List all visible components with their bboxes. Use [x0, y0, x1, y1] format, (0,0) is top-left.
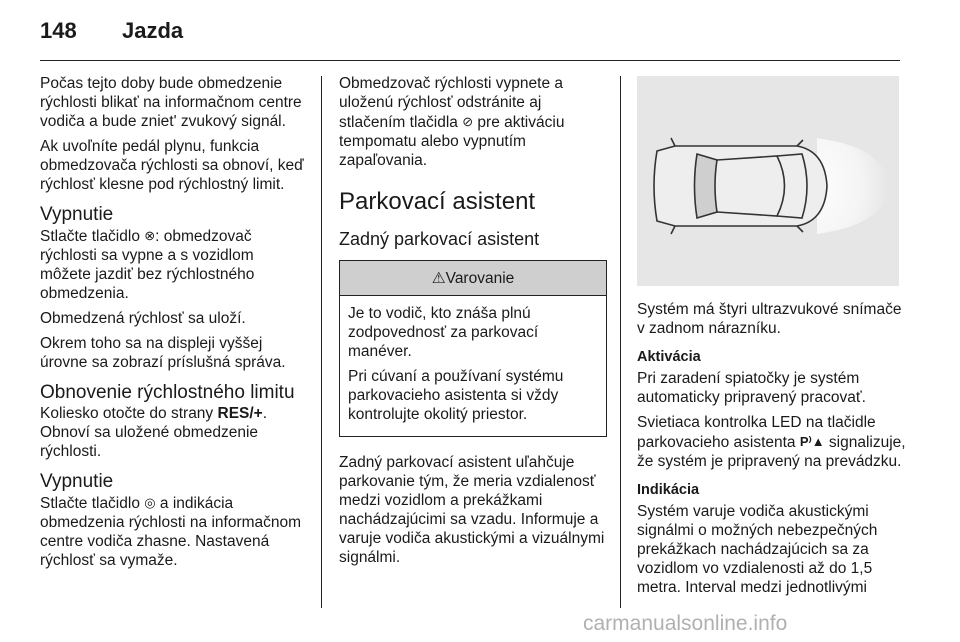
- warning-title: Varovanie: [445, 269, 515, 287]
- warning-paragraph-responsibility: Je to vodič, kto znáša plnú zodpovednosť za parkovací manéver.: [348, 305, 539, 360]
- text-segment: Stlačte tlačidlo: [40, 228, 140, 245]
- warning-box: [339, 260, 607, 437]
- page-header: [40, 18, 183, 48]
- heading-vypnutie-2: Vypnutie: [40, 471, 114, 492]
- text-segment: Svietiaca kontrolka LED na tlačidle parkovacieho asistenta: [637, 414, 876, 451]
- parking-assist-button-icon: P⁾▲: [799, 434, 825, 449]
- paragraph-led-indicator: [637, 413, 909, 471]
- text-segment: Obmedzovač rýchlosti vypnete a uloženú rýchlosť odstránite aj stlačením tlačidla: [339, 75, 563, 131]
- heading-aktivacia: Aktivácia: [637, 349, 701, 365]
- car-topview-svg: [637, 76, 899, 286]
- paragraph-rear-assist-description: Zadný parkovací asistent uľahčuje parkovanie tým, že meria vzdialenosť medzi vozidlom a prekážkami nachádzajúcimi sa vzadu. Informuje a varuje vodiča akustickými a vizuálnymi signálmi.: [339, 454, 605, 566]
- text-segment: : obmedzovač rýchlosti sa vypne a s vozidlom môžete jazdiť bez rýchlostného obmedzenia.: [40, 228, 255, 302]
- column-left: [40, 74, 306, 576]
- warning-header: [340, 261, 606, 296]
- heading-indikacia: Indikácia: [637, 482, 700, 498]
- limiter-off-button-icon: ◎: [144, 495, 156, 510]
- paragraph-cruise-off: [339, 74, 607, 170]
- paragraph-release-pedal: Ak uvoľníte pedál plynu, funkcia obmedzovača rýchlosti sa obnoví, keď rýchlosť klesne pod rýchlostný limit.: [40, 138, 304, 193]
- text-segment: a indikácia obmedzenia rýchlosti na informačnom centre vodiča zhasne. Nastavená rýchlosť sa vymaže.: [40, 495, 302, 569]
- car-icon: [654, 138, 827, 234]
- paragraph-speed-stored: Obmedzená rýchlosť sa uloží.: [40, 310, 246, 327]
- column-divider-1: [321, 76, 322, 608]
- paragraph-press-button: [40, 226, 306, 303]
- paragraph-acoustic-signals: Systém varuje vodiča akustickými signálmi o možných nebezpečných prekážkach nachádzajúcich sa za vozidlom vo vzdialenosti až do 1,5 metra. Interval medzi jednotlivými: [637, 503, 878, 596]
- text-segment: Stlačte tlačidlo: [40, 495, 140, 512]
- paragraph-reverse-gear: Pri zaradení spiatočky je systém automaticky pripravený pracovať.: [637, 370, 866, 406]
- paragraph-display-message: Okrem toho sa na displeji vyššej úrovne sa zobrazí príslušná správa.: [40, 335, 286, 371]
- speed-limiter-button-icon: ⊗: [144, 228, 156, 243]
- warning-body: [340, 296, 606, 436]
- heading-parkovaci-asistent: Parkovací asistent: [339, 188, 536, 215]
- text-segment: pre aktiváciu tempomatu alebo vypnutím zapaľovania.: [339, 114, 565, 169]
- page-number: 148: [40, 18, 77, 43]
- text-segment: Koliesko otočte do strany: [40, 405, 214, 422]
- warning-triangle-icon: ⚠: [431, 269, 446, 287]
- res-plus-label: RES/+: [217, 405, 263, 422]
- paragraph-deactivate: [40, 493, 306, 570]
- section-title: Jazda: [122, 18, 184, 43]
- column-middle: [339, 74, 607, 573]
- column-right: [637, 76, 909, 603]
- text-segment: . Obnoví sa uložené obmedzenie rýchlosti.: [40, 405, 268, 460]
- warning-paragraph-check-surroundings: Pri cúvaní a používaní systému parkovacieho asistenta si vždy kontrolujte okolitý priestor.: [348, 368, 564, 423]
- heading-obnovenie: Obnovenie rýchlostného limitu: [40, 382, 295, 403]
- heading-zadny-parkovaci: Zadný parkovací asistent: [339, 229, 540, 249]
- header-divider: [40, 60, 900, 61]
- cruise-control-button-icon: ⊘: [462, 114, 474, 129]
- column-divider-2: [620, 76, 621, 608]
- heading-vypnutie-1: Vypnutie: [40, 204, 114, 225]
- paragraph-blink-warning: Počas tejto doby bude obmedzenie rýchlosti blikať na informačnom centre vodiča a bude zniet' zvukový signál.: [40, 75, 302, 130]
- text-segment: signalizuje, že systém je pripravený na prevádzku.: [637, 434, 906, 470]
- watermark: carmanualsonline.info: [583, 612, 788, 635]
- rear-parking-sensor-illustration: [637, 76, 899, 286]
- paragraph-resume: [40, 404, 306, 461]
- paragraph-four-sensors: Systém má štyri ultrazvukové snímače v zadnom nárazníku.: [637, 301, 902, 337]
